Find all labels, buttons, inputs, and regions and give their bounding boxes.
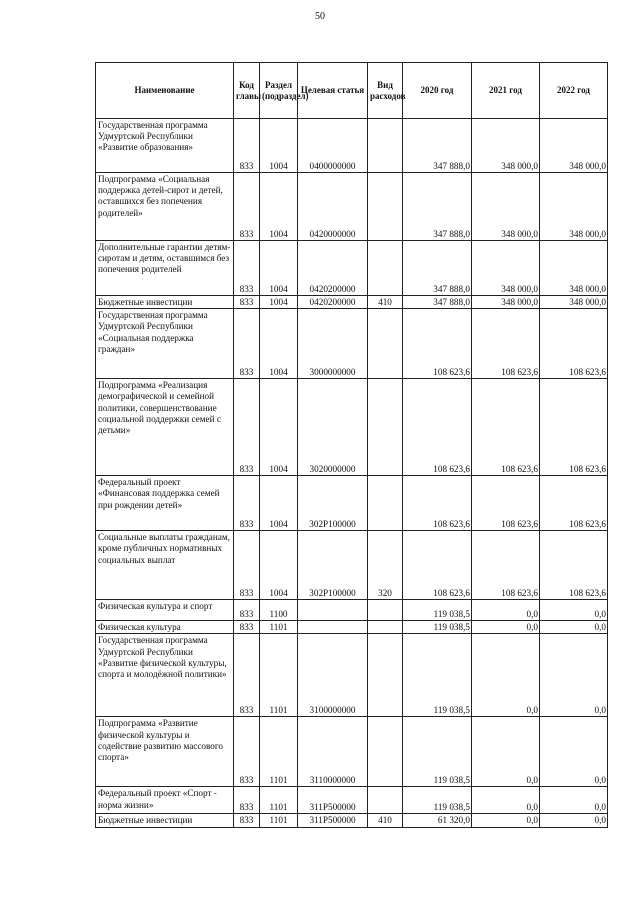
cell-y2020: 119 038,5 <box>403 787 472 814</box>
cell-target: 3020000000 <box>298 379 368 476</box>
cell-code: 833 <box>234 634 260 717</box>
cell-code: 833 <box>234 531 260 600</box>
cell-name: Подпрограмма «Развитие физической культуры и содействие развитию массового спорта» <box>96 717 234 787</box>
cell-target: 302P100000 <box>298 531 368 600</box>
cell-y2022: 0,0 <box>540 717 608 787</box>
cell-y2022: 0,0 <box>540 814 608 827</box>
cell-section: 1004 <box>260 379 298 476</box>
cell-name: Дополнительные гарантии детям-сиротам и детям, оставшимся без попечения родителей <box>96 241 234 296</box>
cell-y2021: 348 000,0 <box>472 241 540 296</box>
cell-expense-type <box>368 309 403 379</box>
table-row <box>96 241 608 296</box>
cell-target: 302P100000 <box>298 476 368 531</box>
cell-y2021: 0,0 <box>472 814 540 827</box>
cell-name: Бюджетные инвестиции <box>96 814 234 827</box>
cell-code: 833 <box>234 173 260 241</box>
table-row <box>96 634 608 717</box>
cell-y2022: 348 000,0 <box>540 241 608 296</box>
cell-name: Подпрограмма «Социальная поддержка детей-сирот и детей, оставшихся без попечения родителей» <box>96 173 234 241</box>
table-row <box>96 717 608 787</box>
cell-target: 0400000000 <box>298 119 368 173</box>
cell-expense-type: 410 <box>368 814 403 827</box>
cell-code: 833 <box>234 241 260 296</box>
budget-table <box>95 62 608 828</box>
cell-code: 833 <box>234 476 260 531</box>
table-row <box>96 531 608 600</box>
cell-expense-type <box>368 634 403 717</box>
header-2020: 2020 год <box>403 63 472 119</box>
cell-y2021: 0,0 <box>472 717 540 787</box>
cell-target: 0420200000 <box>298 296 368 309</box>
cell-target: 0420000000 <box>298 173 368 241</box>
cell-target: 3000000000 <box>298 309 368 379</box>
table-row <box>96 309 608 379</box>
cell-name: Государственная программа Удмуртской Республики «Социальная поддержка граждан» <box>96 309 234 379</box>
header-section: Раздел (подраздел) <box>260 63 298 119</box>
cell-code: 833 <box>234 119 260 173</box>
cell-y2020: 108 623,6 <box>403 476 472 531</box>
cell-y2021: 0,0 <box>472 600 540 621</box>
cell-expense-type <box>368 379 403 476</box>
cell-expense-type <box>368 241 403 296</box>
cell-expense-type <box>368 173 403 241</box>
cell-section: 1004 <box>260 173 298 241</box>
cell-y2020: 119 038,5 <box>403 717 472 787</box>
cell-section: 1004 <box>260 309 298 379</box>
cell-expense-type <box>368 717 403 787</box>
cell-target: 0420200000 <box>298 241 368 296</box>
cell-y2022: 0,0 <box>540 634 608 717</box>
cell-y2020: 119 038,5 <box>403 634 472 717</box>
table-body <box>96 119 608 828</box>
cell-y2020: 108 623,6 <box>403 379 472 476</box>
header-2021: 2021 год <box>472 63 540 119</box>
cell-y2022: 0,0 <box>540 600 608 621</box>
cell-name: Социальные выплаты гражданам, кроме публичных нормативных социальных выплат <box>96 531 234 600</box>
cell-expense-type <box>368 119 403 173</box>
cell-code: 833 <box>234 600 260 621</box>
cell-expense-type <box>368 476 403 531</box>
cell-y2022: 108 623,6 <box>540 531 608 600</box>
cell-section: 1100 <box>260 600 298 621</box>
cell-target: 311P500000 <box>298 814 368 827</box>
cell-expense-type: 410 <box>368 296 403 309</box>
table-header <box>96 63 608 119</box>
table-row <box>96 600 608 621</box>
cell-target <box>298 600 368 621</box>
cell-name: Государственная программа Удмуртской Республики «Развитие физической культуры, спорта и молодёжной политики» <box>96 634 234 717</box>
cell-section: 1004 <box>260 241 298 296</box>
cell-target: 3110000000 <box>298 717 368 787</box>
header-code: Код главы <box>234 63 260 119</box>
cell-name: Бюджетные инвестиции <box>96 296 234 309</box>
header-expense-type: Вид расходов <box>368 63 403 119</box>
cell-section: 1101 <box>260 634 298 717</box>
cell-y2020: 108 623,6 <box>403 309 472 379</box>
cell-y2022: 348 000,0 <box>540 296 608 309</box>
cell-expense-type <box>368 600 403 621</box>
cell-target <box>298 621 368 634</box>
cell-y2020: 347 888,0 <box>403 241 472 296</box>
cell-y2021: 348 000,0 <box>472 296 540 309</box>
header-target: Целевая статья <box>298 63 368 119</box>
cell-y2020: 347 888,0 <box>403 173 472 241</box>
header-name: Наименование <box>96 63 234 119</box>
cell-code: 833 <box>234 787 260 814</box>
cell-name: Физическая культура и спорт <box>96 600 234 621</box>
cell-y2020: 61 320,0 <box>403 814 472 827</box>
cell-y2022: 108 623,6 <box>540 379 608 476</box>
cell-section: 1004 <box>260 296 298 309</box>
cell-y2020: 108 623,6 <box>403 531 472 600</box>
table-row <box>96 621 608 634</box>
cell-y2022: 0,0 <box>540 621 608 634</box>
cell-name: Физическая культура <box>96 621 234 634</box>
cell-y2021: 0,0 <box>472 787 540 814</box>
cell-y2021: 108 623,6 <box>472 309 540 379</box>
table-row <box>96 173 608 241</box>
cell-y2021: 108 623,6 <box>472 531 540 600</box>
cell-name: Федеральный проект «Спорт - норма жизни» <box>96 787 234 814</box>
table-row <box>96 296 608 309</box>
cell-name: Подпрограмма «Реализация демографической и семейной политики, совершенствование социальной поддержки семей с детьми» <box>96 379 234 476</box>
cell-y2020: 119 038,5 <box>403 600 472 621</box>
cell-target: 311P500000 <box>298 787 368 814</box>
table-row <box>96 814 608 827</box>
cell-y2022: 108 623,6 <box>540 309 608 379</box>
cell-y2022: 348 000,0 <box>540 119 608 173</box>
cell-expense-type: 320 <box>368 531 403 600</box>
cell-y2021: 108 623,6 <box>472 379 540 476</box>
cell-y2020: 119 038,5 <box>403 621 472 634</box>
cell-section: 1101 <box>260 717 298 787</box>
cell-code: 833 <box>234 296 260 309</box>
cell-code: 833 <box>234 814 260 827</box>
cell-section: 1101 <box>260 787 298 814</box>
cell-name: Государственная программа Удмуртской Республики «Развитие образования» <box>96 119 234 173</box>
page-number: 50 <box>315 11 325 22</box>
cell-expense-type <box>368 621 403 634</box>
cell-code: 833 <box>234 621 260 634</box>
cell-section: 1004 <box>260 531 298 600</box>
cell-section: 1004 <box>260 476 298 531</box>
cell-code: 833 <box>234 309 260 379</box>
cell-y2021: 348 000,0 <box>472 173 540 241</box>
cell-section: 1101 <box>260 814 298 827</box>
cell-y2022: 108 623,6 <box>540 476 608 531</box>
cell-section: 1101 <box>260 621 298 634</box>
cell-y2022: 0,0 <box>540 787 608 814</box>
cell-name: Федеральный проект «Финансовая поддержка семей при рождении детей» <box>96 476 234 531</box>
cell-y2021: 0,0 <box>472 621 540 634</box>
cell-target: 3100000000 <box>298 634 368 717</box>
table-row <box>96 379 608 476</box>
cell-y2021: 348 000,0 <box>472 119 540 173</box>
table-row <box>96 787 608 814</box>
cell-code: 833 <box>234 379 260 476</box>
cell-code: 833 <box>234 717 260 787</box>
cell-y2020: 347 888,0 <box>403 119 472 173</box>
cell-expense-type <box>368 787 403 814</box>
cell-section: 1004 <box>260 119 298 173</box>
header-2022: 2022 год <box>540 63 608 119</box>
table-row <box>96 476 608 531</box>
cell-y2021: 0,0 <box>472 634 540 717</box>
cell-y2021: 108 623,6 <box>472 476 540 531</box>
cell-y2020: 347 888,0 <box>403 296 472 309</box>
table-row <box>96 119 608 173</box>
cell-y2022: 348 000,0 <box>540 173 608 241</box>
